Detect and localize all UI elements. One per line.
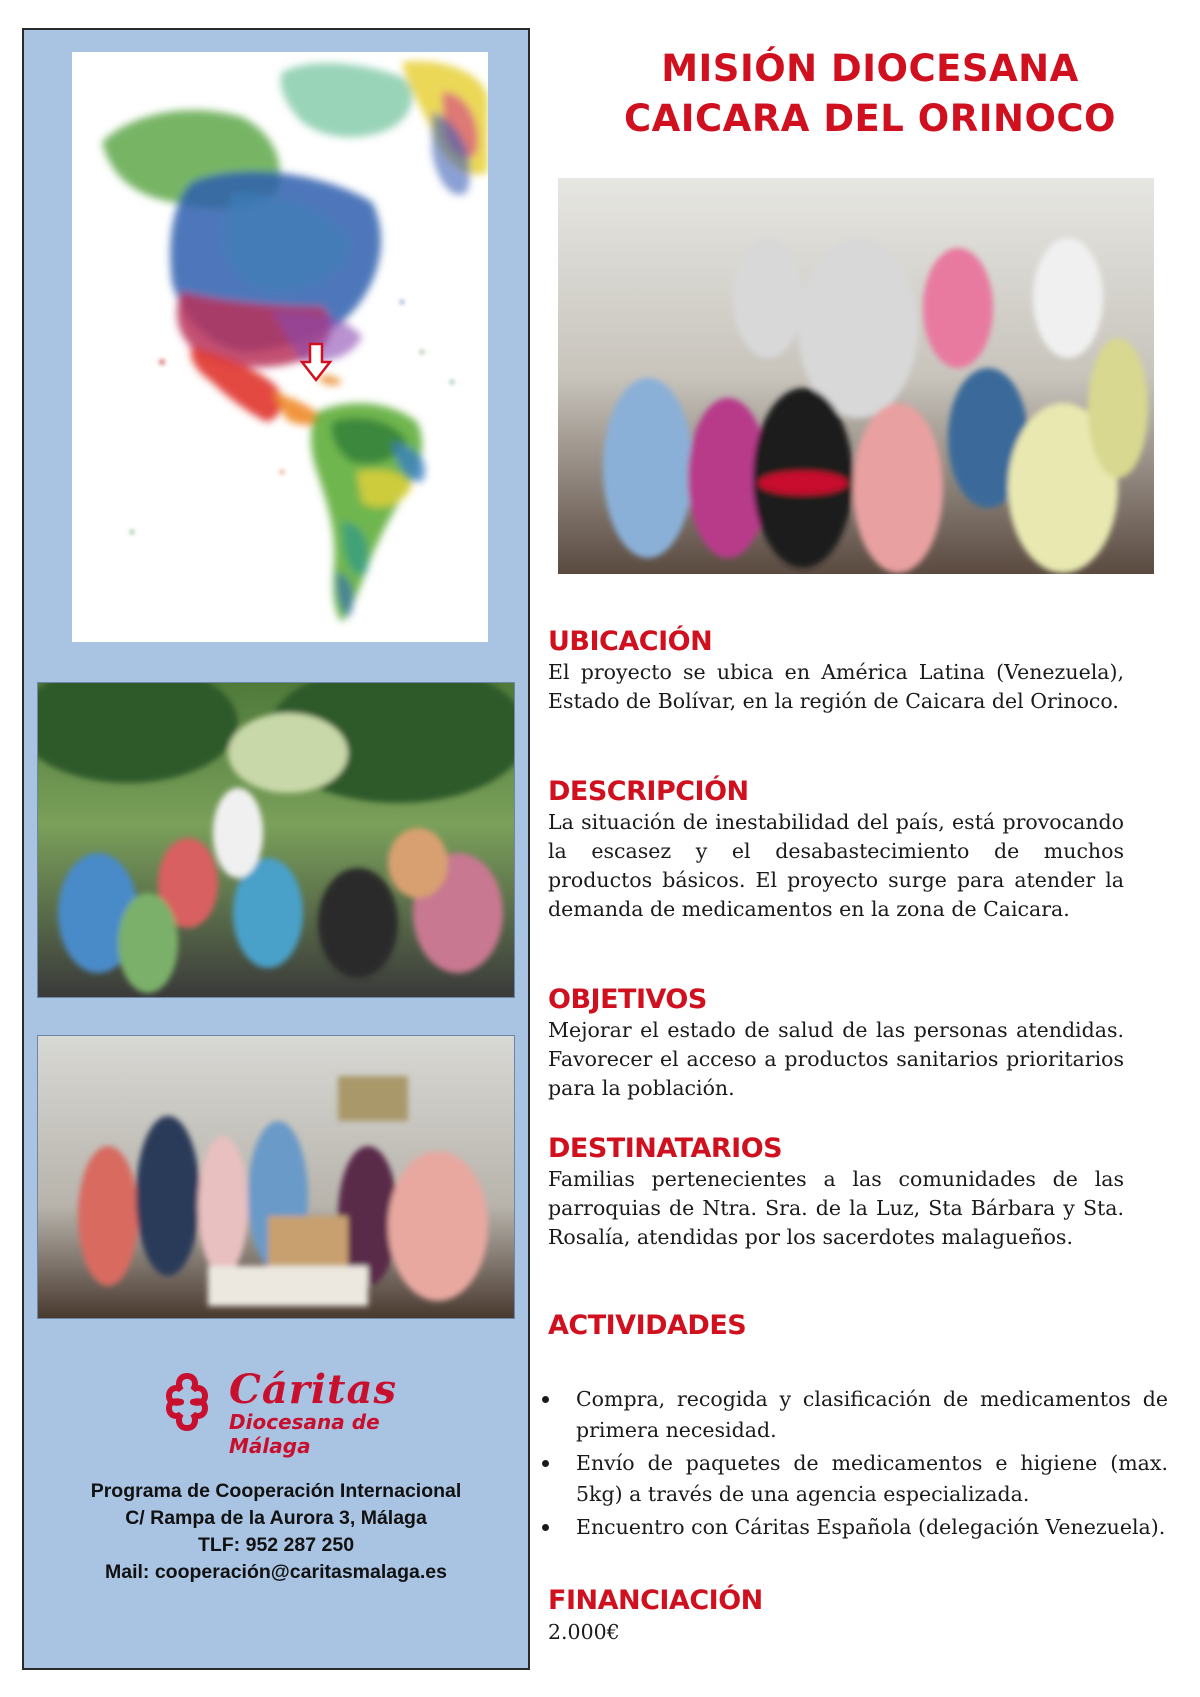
volunteers-office-photo (37, 1035, 515, 1319)
heading-destinatarios: DESTINATARIOS (548, 1133, 783, 1164)
palm-procession-photo (37, 682, 515, 998)
heading-actividades: ACTIVIDADES (548, 1310, 747, 1341)
contact-address: C/ Rampa de la Aurora 3, Málaga (125, 1507, 427, 1529)
caritas-logo (24, 1366, 528, 1458)
activities-list (540, 1384, 1168, 1545)
contact-program: Programa de Cooperación Internacional (90, 1480, 462, 1502)
page-title (560, 44, 1180, 144)
contact-info (24, 1478, 528, 1586)
body-ubicacion: El proyecto se ubica en América Latina (Venezuela), Estado de Bolívar, en la región de Caicara del Orinoco. (548, 660, 1124, 713)
list-item: Envío de paquetes de medicamentos e higiene (max. 5kg) a través de una agencia especializada. (540, 1448, 1168, 1510)
list-item: Compra, recogida y clasificación de medicamentos de primera necesidad. (540, 1384, 1168, 1446)
body-descripcion: La situación de inestabilidad del país, está provocando la escasez y el desabastecimiento de muchos productos básicos. El proyecto surge para atender la demanda de medicamentos en la zona de Caicara. (548, 810, 1124, 921)
heading-descripcion: DESCRIPCIÓN (548, 776, 749, 807)
title-line2: CAICARA DEL ORINOCO (623, 97, 1117, 140)
list-item: Encuentro con Cáritas Española (delegación Venezuela). (540, 1512, 1168, 1543)
body-objetivos: Mejorar el estado de salud de las personas atendidas. Favorecer el acceso a productos sanitarios prioritarios para la población. (548, 1018, 1124, 1100)
logo-name: Cáritas (229, 1366, 397, 1413)
logo-subtitle-line1: Diocesana de (229, 1410, 380, 1434)
americas-watercolor-map (72, 52, 488, 642)
body-financiacion: 2.000€ (548, 1620, 620, 1644)
heading-objetivos: OBJETIVOS (548, 984, 707, 1015)
heading-ubicacion: UBICACIÓN (548, 626, 713, 657)
caritas-cross-icon (155, 1370, 219, 1434)
heading-financiacion: FINANCIACIÓN (548, 1585, 763, 1616)
sidebar-panel (22, 28, 530, 1670)
map-illustration (72, 52, 488, 642)
children-group-photo (558, 178, 1154, 574)
body-destinatarios: Familias pertenecientes a las comunidades de las parroquias de Ntra. Sra. de la Luz, Sta Bárbara y Sta. Rosalía, atendidas por los sacerdotes malagueños. (548, 1167, 1124, 1249)
contact-phone: TLF: 952 287 250 (197, 1534, 355, 1556)
title-line1: MISIÓN DIOCESANA (661, 47, 1079, 90)
contact-mail[interactable]: Mail: cooperación@caritasmalaga.es (105, 1561, 447, 1583)
logo-subtitle-line2: Málaga (229, 1434, 311, 1458)
